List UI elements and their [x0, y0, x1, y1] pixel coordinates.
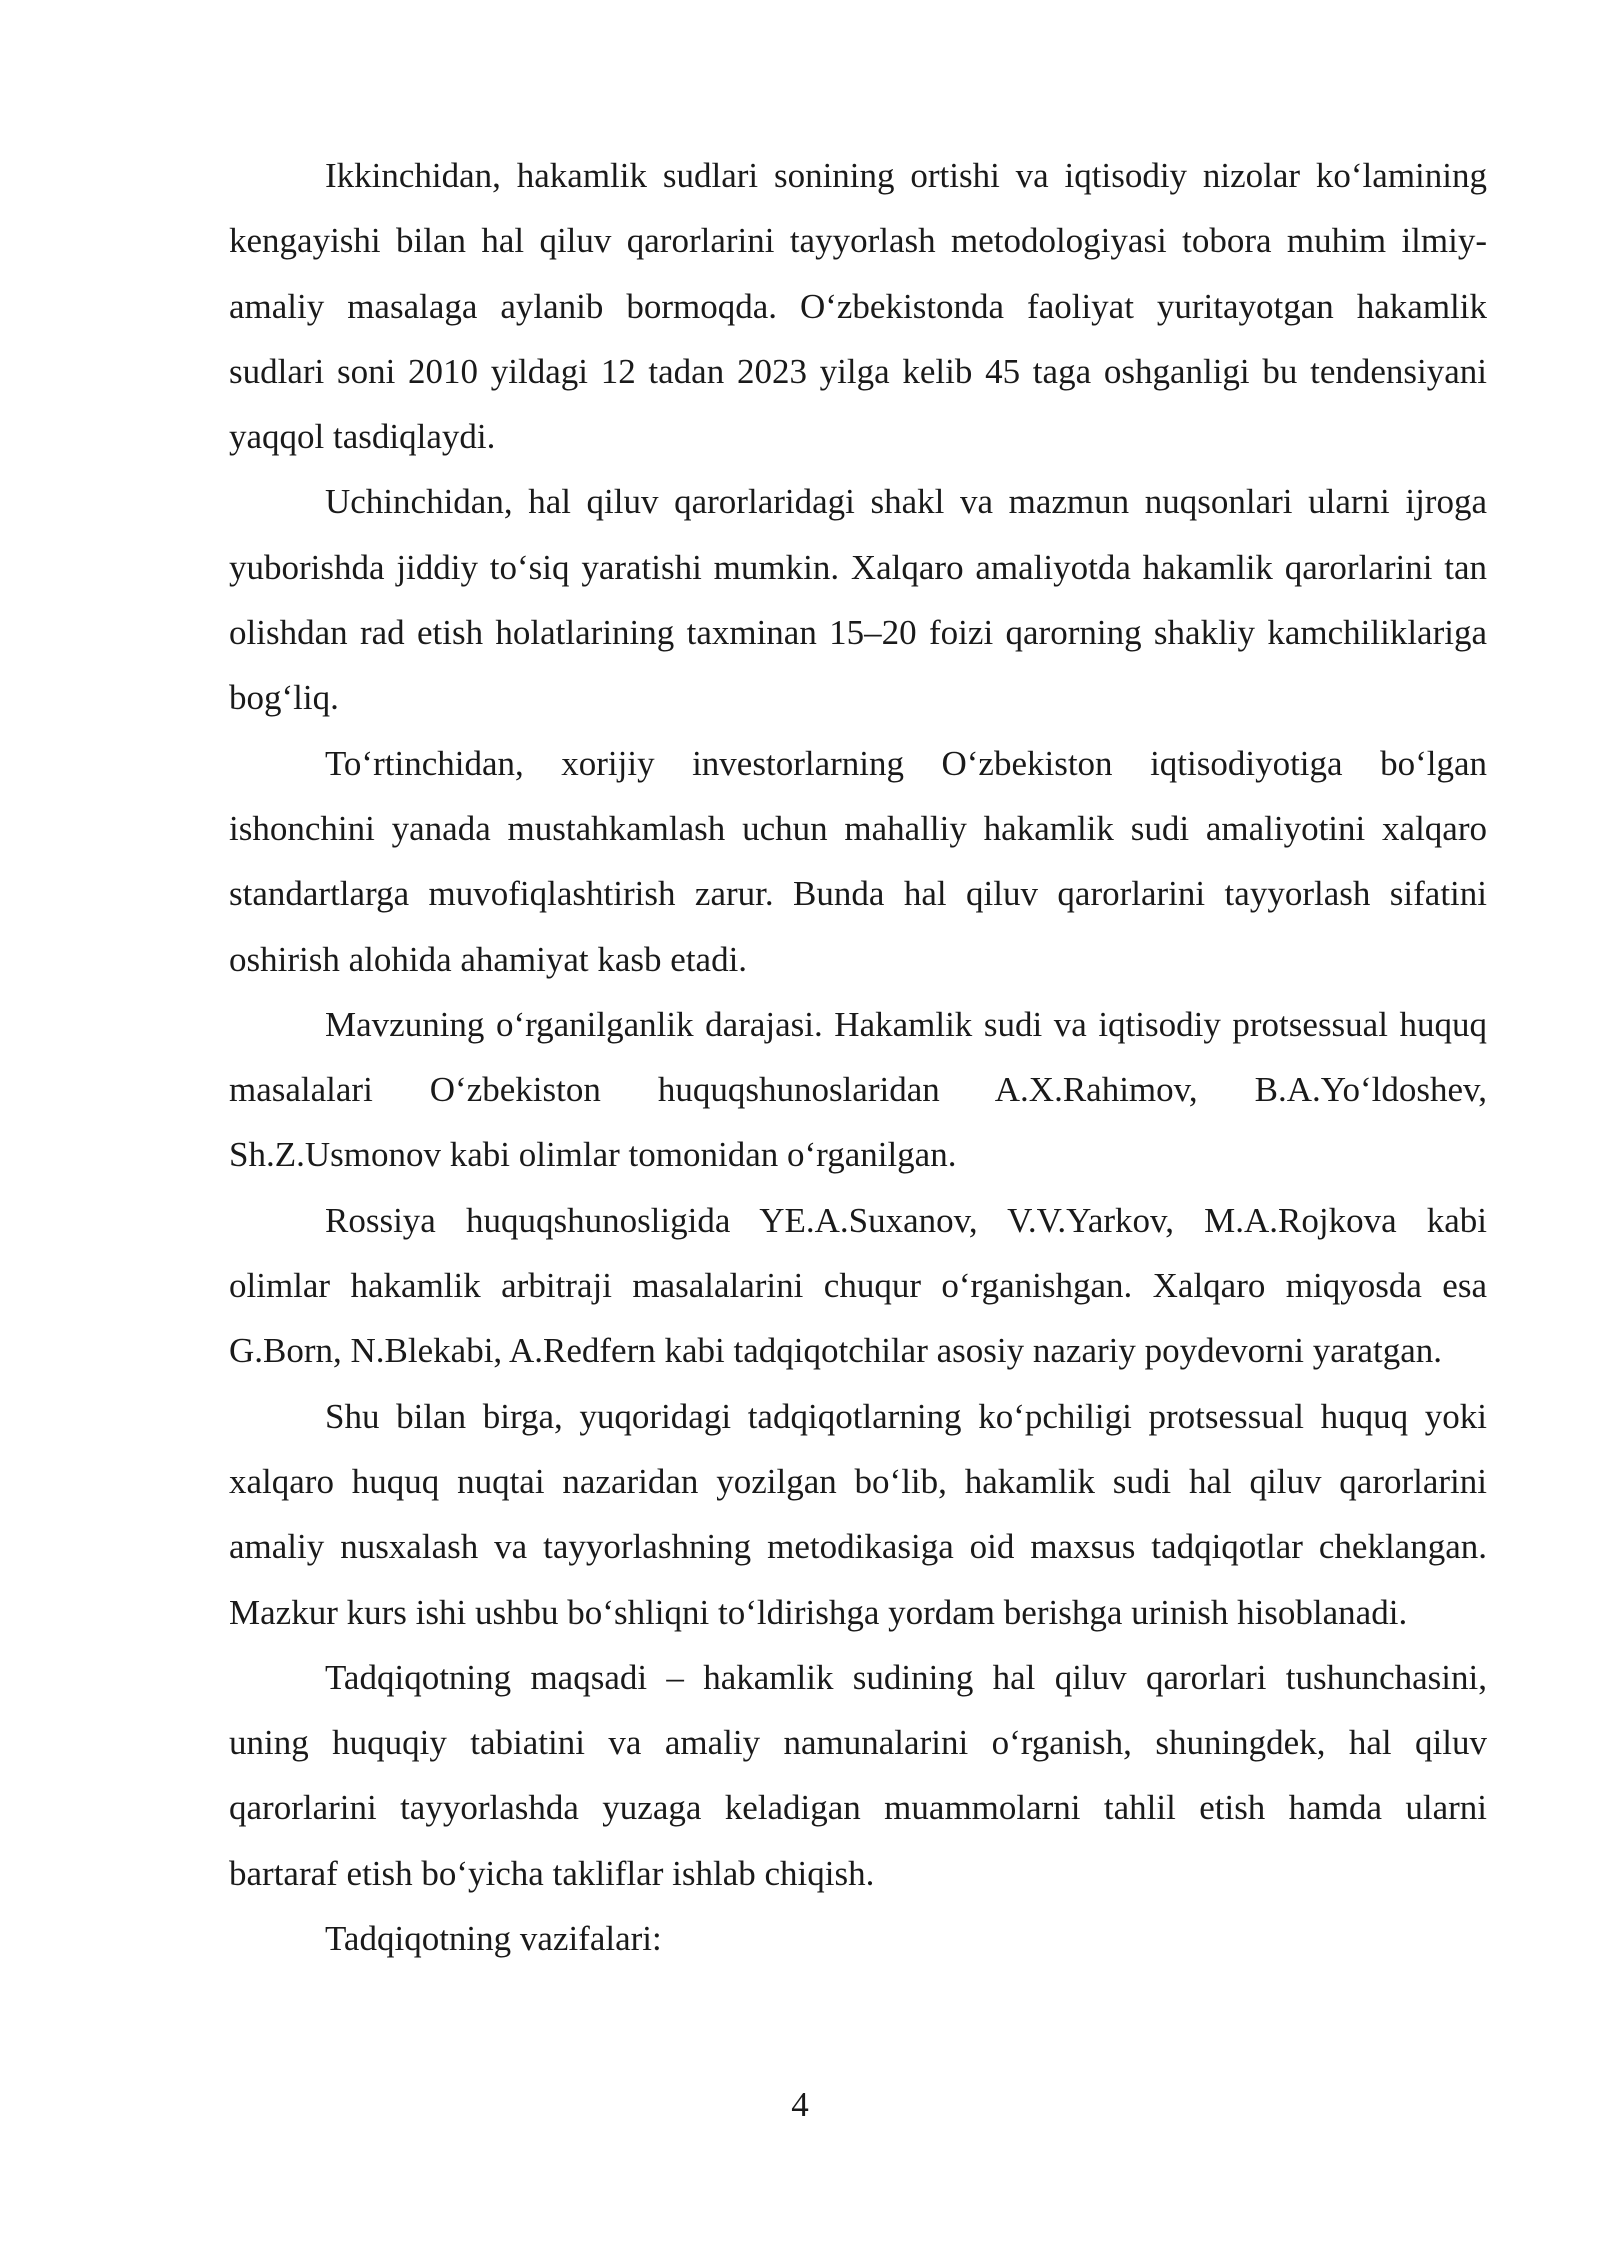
paragraph-uchinchidan: Uchinchidan, hal qiluv qarorlaridagi shakl va mazmun nuqsonlari ularni ijroga yuborishda jiddiy to‘siq yaratishi mumkin. Xalqaro amaliyotda hakamlik qarorlarini tan olishdan rad etish holatlarining taxminan 15–20 foizi qarorning shakliy kamchiliklariga bog‘liq.: [229, 482, 1487, 718]
paragraph-shu-bilan-birga: Shu bilan birga, yuqoridagi tadqiqotlarning ko‘pchiligi protsessual huquq yoki xalqaro huquq nuqtai nazaridan yozilgan bo‘lib, hakamlik sudi hal qiluv qarorlarini amaliy nusxalash va tayyorlashning metodikasiga oid maxsus tadqiqotlar cheklangan. Mazkur kurs ishi ushbu bo‘shliqni to‘ldirishga yordam berishga urinish hisoblanadi.: [229, 1396, 1487, 1632]
document-body: [229, 143, 1487, 1971]
paragraph-ikkinchidan: Ikkinchidan, hakamlik sudlari sonining ortishi va iqtisodiy nizolar ko‘lamining kengayishi bilan hal qiluv qarorlarini tayyorlash metodologiyasi tobora muhim ilmiy-amaliy masalaga aylanib bormoqda. O‘zbekistonda faoliyat yuritayotgan hakamlik sudlari soni 2010 yildagi 12 tadan 2023 yilga kelib 45 taga oshganligi bu tendensiyani yaqqol tasdiqlaydi.: [229, 156, 1487, 457]
paragraph-tadqiqot-maqsadi: Tadqiqotning maqsadi – hakamlik sudining hal qiluv qarorlari tushunchasini, uning huquqiy tabiatini va amaliy namunalarini o‘rganish, shuningdek, hal qiluv qarorlarini tayyorlashda yuzaga keladigan muammolarni tahlil etish hamda ularni bartaraf etish bo‘yicha takliflar ishlab chiqish.: [229, 1657, 1487, 1893]
paragraph-rossiya-huquqshunosligi: Rossiya huquqshunosligida YE.A.Suxanov, V.V.Yarkov, M.A.Rojkova kabi olimlar hakamlik arbitraji masalalarini chuqur o‘rganishgan. Xalqaro miqyosda esa G.Born, N.Blekabi, A.Redfern kabi tadqiqotchilar asosiy nazariy poydevorni yaratgan.: [229, 1200, 1487, 1371]
paragraph-organilganlik-darajasi: Mavzuning o‘rganilganlik darajasi. Hakamlik sudi va iqtisodiy protsessual huquq masalalari O‘zbekiston huquqshunoslaridan A.X.Rahimov, B.A.Yo‘ldoshev, Sh.Z.Usmonov kabi olimlar tomonidan o‘rganilgan.: [229, 1004, 1487, 1175]
page-number: 4: [791, 2085, 809, 2124]
paragraph-tadqiqot-vazifalari: Tadqiqotning vazifalari:: [325, 1919, 662, 1959]
paragraph-tortinchidan: To‘rtinchidan, xorijiy investorlarning O‘zbekiston iqtisodiyotiga bo‘lgan ishonchini yanada mustahkamlash uchun mahalliy hakamlik sudi amaliyotini xalqaro standartlarga muvofiqlashtirish zarur. Bunda hal qiluv qarorlarini tayyorlash sifatini oshirish alohida ahamiyat kasb etadi.: [229, 743, 1487, 979]
